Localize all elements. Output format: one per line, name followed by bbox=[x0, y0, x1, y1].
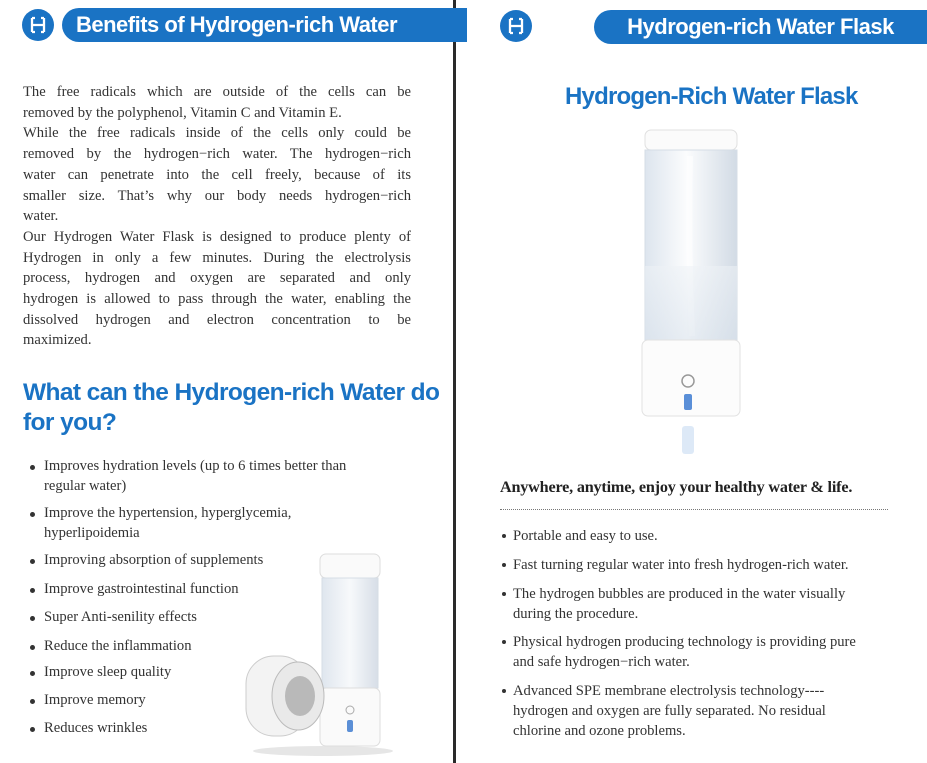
list-item-text: Fast turning regular water into fresh hydrogen-rich water. bbox=[513, 557, 849, 573]
heading-line-1: What can the Hydrogen-rich Water do bbox=[23, 379, 440, 406]
list-item-text: hydrogen and oxygen are fully separated. No residual bbox=[513, 703, 826, 719]
list-item bbox=[23, 719, 147, 739]
intro-line: While the free radicals inside of the cells only could be bbox=[23, 125, 411, 142]
bullet-icon bbox=[30, 645, 35, 650]
bullet-icon bbox=[30, 559, 35, 564]
page-divider bbox=[453, 0, 456, 763]
section-banner-flask bbox=[594, 10, 927, 44]
banner-title: Benefits of Hydrogen-rich Water bbox=[76, 12, 398, 37]
bullet-icon bbox=[502, 592, 506, 596]
list-item bbox=[23, 504, 291, 543]
intro-line: removed by the polyphenol, Vitamin C and Vitamin E. bbox=[23, 104, 342, 121]
flask-product-image bbox=[630, 126, 750, 458]
bullet-icon bbox=[30, 727, 35, 732]
intro-line: Our Hydrogen Water Flask is designed to produce plenty of bbox=[23, 228, 411, 245]
list-item-text: Improve the hypertension, hyperglycemia, bbox=[44, 505, 292, 521]
bullet-icon bbox=[502, 534, 506, 538]
bullet-icon bbox=[30, 512, 35, 517]
list-item-text: Reduce the inflammation bbox=[44, 638, 192, 654]
list-item-text: hyperlipoidemia bbox=[44, 524, 140, 541]
bullet-icon bbox=[30, 465, 35, 470]
section-banner-benefits bbox=[62, 8, 467, 42]
list-item-text: Advanced SPE membrane electrolysis technology---- bbox=[513, 683, 825, 699]
list-item bbox=[23, 457, 346, 496]
list-item bbox=[23, 608, 197, 628]
bullet-icon bbox=[30, 588, 35, 593]
bullet-icon bbox=[502, 640, 506, 644]
list-item-text: Improve gastrointestinal function bbox=[44, 581, 239, 597]
list-item-text: and safe hydrogen−rich water. bbox=[513, 654, 690, 670]
bullet-icon bbox=[502, 689, 506, 693]
intro-line: water can penetrate into the cell freely, because of its bbox=[23, 166, 411, 183]
list-item bbox=[23, 580, 239, 600]
bullet-icon bbox=[30, 616, 35, 621]
intro-line: hydrogen is allowed to pass through the water, enabling the bbox=[23, 291, 411, 308]
bullet-icon bbox=[502, 563, 506, 567]
intro-line: The free radicals which are outside of the cells can be bbox=[23, 84, 411, 100]
list-item-text: Improve memory bbox=[44, 692, 146, 708]
list-item bbox=[500, 584, 845, 624]
list-item-text: Reduces wrinkles bbox=[44, 720, 148, 736]
heading-line-2: for you? bbox=[23, 409, 117, 436]
list-item-text: chlorine and ozone problems. bbox=[513, 723, 686, 739]
hydrogen-logo-icon bbox=[22, 9, 54, 41]
banner-title: Hydrogen-rich Water Flask bbox=[627, 14, 894, 39]
flask-side-illustration bbox=[228, 548, 398, 758]
list-item bbox=[23, 663, 171, 683]
intro-line: dissolved hydrogen and electron concentration to be bbox=[23, 311, 411, 328]
list-item-text: during the procedure. bbox=[513, 606, 639, 622]
bullet-icon bbox=[30, 671, 35, 676]
list-item bbox=[500, 555, 849, 575]
list-item-text: regular water) bbox=[44, 477, 127, 494]
list-item-text: Improves hydration levels (up to 6 times better than bbox=[44, 458, 347, 474]
intro-line: smaller size. That’s why our body needs hydrogen−rich bbox=[23, 187, 411, 204]
list-item bbox=[500, 526, 658, 546]
intro-line: Hydrogen in only a few minutes. During the electrolysis bbox=[23, 249, 411, 266]
section-heading-what-can-it-do bbox=[23, 378, 443, 438]
list-item-text: Improving absorption of supplements bbox=[44, 552, 264, 568]
list-item-text: The hydrogen bubbles are produced in the water visually bbox=[513, 586, 846, 602]
list-item bbox=[500, 632, 856, 672]
intro-line: water. bbox=[23, 208, 59, 225]
list-item bbox=[23, 637, 192, 657]
intro-line: removed by the hydrogen−rich water. The hydrogen−rich bbox=[23, 146, 411, 163]
list-item bbox=[23, 691, 146, 711]
list-item-text: Super Anti-senility effects bbox=[44, 609, 197, 625]
list-item-text: Physical hydrogen producing technology is providing pure bbox=[513, 634, 856, 650]
hydrogen-logo-icon bbox=[500, 10, 532, 42]
intro-paragraph bbox=[23, 82, 411, 351]
intro-line: process, hydrogen and oxygen are separated and only bbox=[23, 270, 411, 287]
list-item-text: Improve sleep quality bbox=[44, 664, 172, 680]
bullet-icon bbox=[30, 699, 35, 704]
product-title: Hydrogen-Rich Water Flask bbox=[565, 83, 858, 110]
tagline: Anywhere, anytime, enjoy your healthy water & life. bbox=[500, 478, 853, 496]
list-item bbox=[500, 681, 826, 741]
list-item-text: Portable and easy to use. bbox=[513, 528, 658, 544]
dotted-separator bbox=[500, 509, 888, 510]
intro-line: maximized. bbox=[23, 332, 92, 349]
